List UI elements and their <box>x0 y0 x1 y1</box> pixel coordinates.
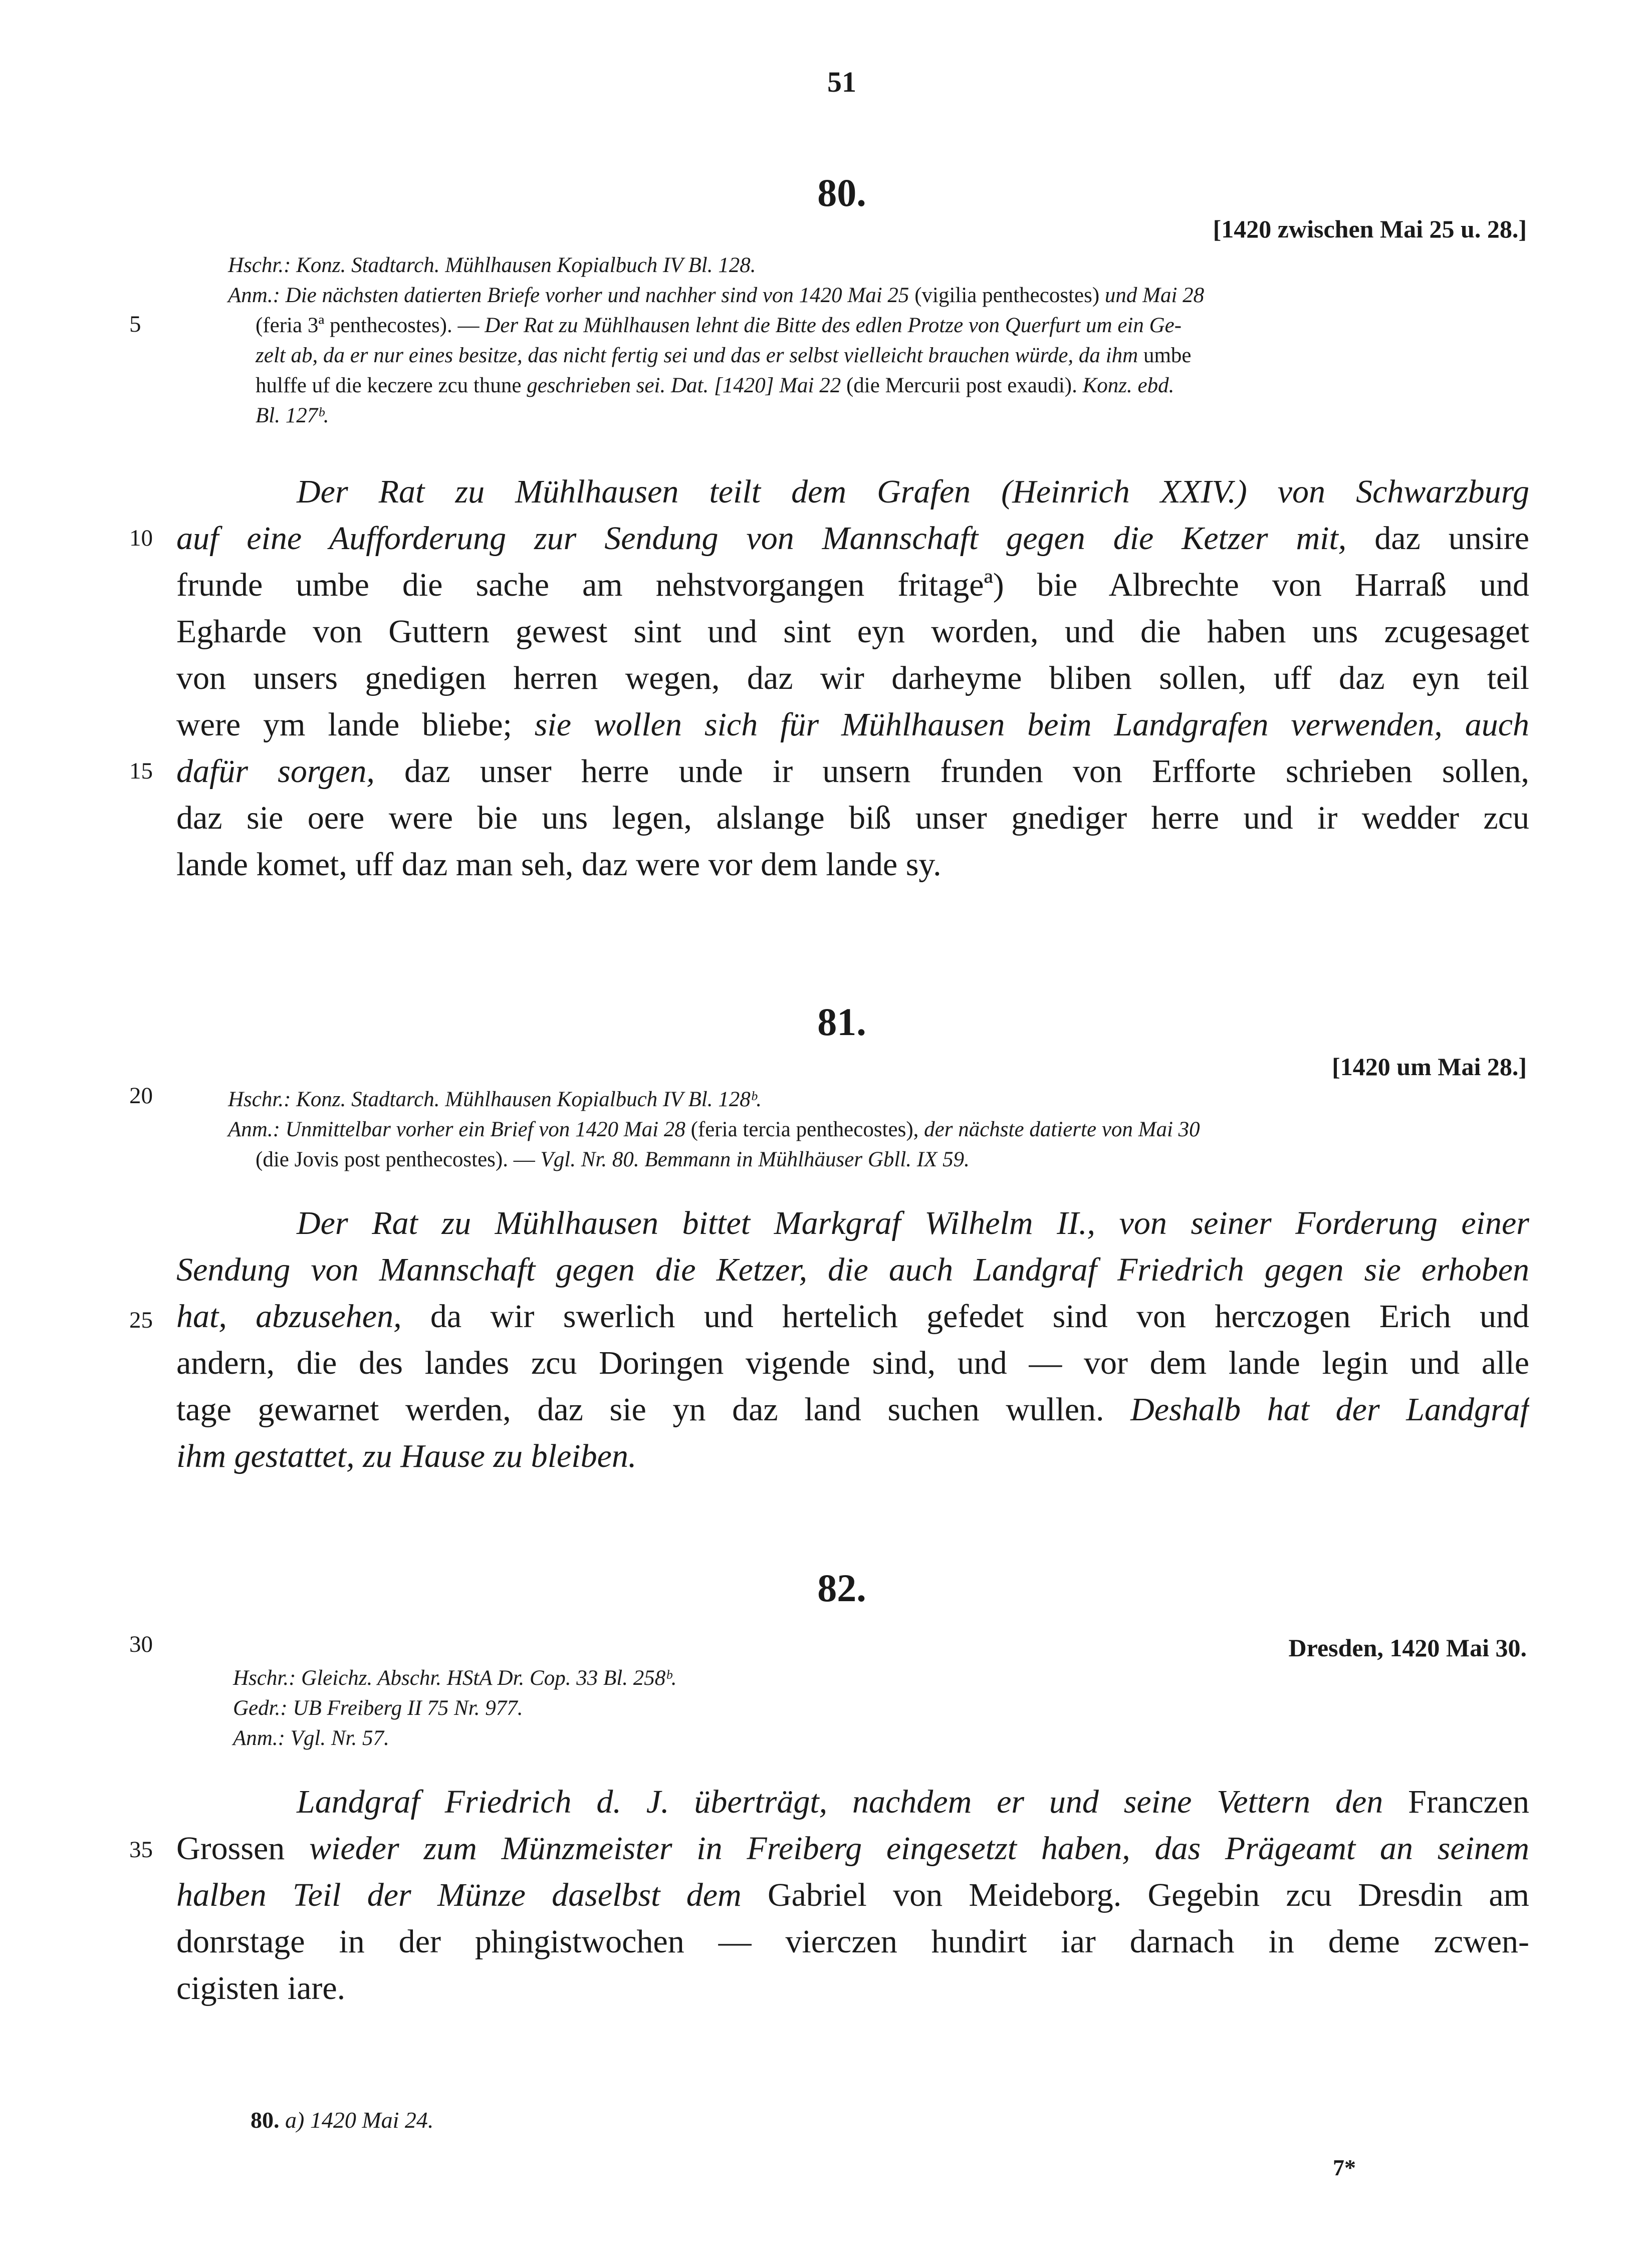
body-text: donrstage in der phingistwochen — vierczen hundirt iar darnach in deme zcwen- <box>176 1923 1529 1960</box>
body-text: wieder zum Münzmeister in Freiberg eingesetzt haben, das Prägeamt an seinem <box>309 1830 1529 1867</box>
note-text: (vigilia penthecostes) <box>914 284 1105 307</box>
note-line <box>228 341 1204 371</box>
body-text: hat, abzusehen, <box>176 1298 402 1335</box>
body-text: daz unsire <box>1346 520 1529 557</box>
footnote-text: a) 1420 Mai 24. <box>285 2107 434 2133</box>
section-number-82: 82. <box>817 1566 866 1610</box>
note-text: Hschr.: Gleichz. Abschr. HStA Dr. Cop. 33 Bl. 258ᵇ. <box>233 1666 677 1690</box>
section-notes-82 <box>233 1663 677 1753</box>
body-text: halben Teil der Münze daselbst dem <box>176 1877 742 1913</box>
line-number: 5 <box>129 311 141 337</box>
note-text: (feria tercia penthecostes), <box>690 1118 924 1141</box>
page-number: 51 <box>827 66 856 98</box>
body-text: auf eine Aufforderung zur Sendung von Mannschaft gegen die Ketzer mit, <box>176 520 1347 557</box>
body-text: Der Rat zu Mühlhausen teilt dem Grafen (Heinrich XXIV.) von Schwarzburg <box>297 473 1529 510</box>
note-text: (die Mercurii post exaudi). <box>846 374 1083 397</box>
note-text: Der Rat zu Mühlhausen lehnt die Bitte des edlen Protze von Querfurt um ein Ge- <box>485 314 1182 337</box>
body-line <box>176 701 1529 748</box>
note-text: Hschr.: Konz. Stadtarch. Mühlhausen Kopialbuch IV Bl. 128ᵇ. <box>228 1088 762 1111</box>
note-text: der nächste datierte von Mai 30 <box>924 1118 1200 1141</box>
note-text: Gedr.: UB Freiberg II 75 Nr. 977. <box>233 1696 523 1720</box>
note-text: geschrieben sei. Dat. [1420] Mai 22 <box>527 374 846 397</box>
note-line <box>228 1115 1200 1145</box>
note-line <box>228 1145 1200 1175</box>
body-line <box>176 841 1529 888</box>
body-text: Grossen <box>176 1830 310 1867</box>
body-text: ihm gestattet, zu Hause zu bleiben. <box>176 1438 637 1474</box>
note-text: Anm.: Die nächsten datierten Briefe vorher und nachher sind von 1420 Mai 25 <box>228 284 915 307</box>
note-line <box>233 1723 677 1753</box>
footnote-ref: 80. <box>251 2107 280 2133</box>
note-line <box>228 311 1204 341</box>
line-number: 10 <box>129 525 153 551</box>
body-text: Gabriel von Meideborg. Gegebin zcu Dresdin am <box>741 1877 1529 1913</box>
section-date-80: [1420 zwischen Mai 25 u. 28.] <box>1213 215 1527 243</box>
note-text: und Mai 28 <box>1104 284 1205 307</box>
line-number: 30 <box>129 1631 153 1657</box>
section-number-80: 80. <box>817 171 866 214</box>
body-line <box>176 1825 1529 1872</box>
body-line <box>176 748 1529 795</box>
note-line <box>228 250 1204 281</box>
signature-mark: 7* <box>1333 2155 1356 2180</box>
body-line <box>176 1965 1529 2011</box>
body-text: daz unser herre unde ir unsern frunden von Erfforte schrieben sollen, <box>374 753 1529 790</box>
body-text: daz sie oere were bie uns legen, alslange biß unser gnediger herre und ir wedder zcu <box>176 800 1529 836</box>
body-text: Deshalb hat der Landgraf <box>1130 1391 1529 1428</box>
note-line <box>228 401 1204 431</box>
note-line <box>233 1693 677 1723</box>
body-line <box>176 655 1529 701</box>
section-date-82: Dresden, 1420 Mai 30. <box>1288 1634 1527 1662</box>
body-line <box>176 1779 1529 1825</box>
body-text: da wir swerlich und hertelich gefedet sind von herczogen Erich und <box>401 1298 1529 1335</box>
body-line <box>176 795 1529 841</box>
section-date-81: [1420 um Mai 28.] <box>1332 1053 1527 1081</box>
note-text: hulffe uf die keczere zcu thune <box>256 374 527 397</box>
body-text: tage gewarnet werden, daz sie yn daz land suchen wullen. <box>176 1391 1131 1428</box>
note-text: Anm.: Unmittelbar vorher ein Brief von 1420 Mai 28 <box>228 1118 691 1141</box>
section-notes-80 <box>228 250 1204 431</box>
body-line <box>176 515 1529 562</box>
section-notes-81 <box>228 1085 1200 1175</box>
body-text: Franczen <box>1383 1784 1529 1820</box>
body-text: andern, die des landes zcu Doringen vigende sind, und — vor dem lande legin und alle <box>176 1345 1529 1381</box>
footnote <box>251 2107 433 2133</box>
note-text: Vgl. Nr. 80. Bemmann in Mühlhäuser Gbll. IX 59. <box>540 1148 970 1171</box>
note-text: Anm.: Vgl. Nr. 57. <box>233 1726 389 1750</box>
line-number: 25 <box>129 1307 153 1333</box>
body-text: lande komet, uff daz man seh, daz were vor dem lande sy. <box>176 846 942 883</box>
line-number: 35 <box>129 1837 153 1863</box>
body-text: frunde umbe die sache am nehstvorgangen fritageª) bie Albrechte von Harraß und <box>176 567 1529 603</box>
body-line <box>176 1246 1529 1293</box>
body-line <box>176 468 1529 515</box>
note-text: Konz. ebd. <box>1082 374 1174 397</box>
body-line <box>176 1293 1529 1340</box>
note-line <box>228 281 1204 311</box>
note-line <box>228 1085 1200 1115</box>
body-line <box>176 1433 1529 1479</box>
note-line <box>233 1663 677 1693</box>
body-line <box>176 608 1529 655</box>
body-line <box>176 1918 1529 1965</box>
body-text: dafür sorgen, <box>176 753 375 790</box>
section-body-81 <box>176 1200 1529 1479</box>
body-text: Landgraf Friedrich d. J. überträgt, nachdem er und seine Vettern den <box>297 1784 1383 1820</box>
line-number: 20 <box>129 1083 153 1109</box>
note-text: umbe <box>1143 344 1192 367</box>
body-text: Egharde von Guttern gewest sint und sint eyn worden, und die haben uns zcugesaget <box>176 613 1529 650</box>
body-line <box>176 1386 1529 1433</box>
note-text: Hschr.: Konz. Stadtarch. Mühlhausen Kopialbuch IV Bl. 128. <box>228 254 756 277</box>
line-number: 15 <box>129 758 153 784</box>
body-text: cigisten iare. <box>176 1970 346 2006</box>
note-text: zelt ab, da er nur eines besitze, das nicht fertig sei und das er selbst vielleicht brauchen würde, da ihm <box>256 344 1143 367</box>
body-text: von unsers gnedigen herren wegen, daz wir darheyme bliben sollen, uff daz eyn teil <box>176 660 1529 696</box>
section-body-82 <box>176 1779 1529 2011</box>
section-number-81: 81. <box>817 1000 866 1044</box>
body-line <box>176 1200 1529 1246</box>
note-text: (die Jovis post penthecostes). — <box>256 1148 541 1171</box>
body-line <box>176 1340 1529 1386</box>
note-text: Bl. 127ᵇ. <box>256 404 329 427</box>
body-line <box>176 1872 1529 1918</box>
body-text: were ym lande bliebe; <box>176 706 535 743</box>
section-body-80 <box>176 468 1529 888</box>
body-text: sie wollen sich für Mühlhausen beim Landgrafen verwenden, auch <box>534 706 1529 743</box>
note-text: (feria 3ª penthecostes). — <box>256 314 485 337</box>
body-text: Der Rat zu Mühlhausen bittet Markgraf Wilhelm II., von seiner Forderung einer <box>297 1205 1529 1241</box>
body-text: Sendung von Mannschaft gegen die Ketzer, die auch Landgraf Friedrich gegen sie erhoben <box>176 1251 1529 1288</box>
note-line <box>228 371 1204 401</box>
body-line <box>176 562 1529 608</box>
